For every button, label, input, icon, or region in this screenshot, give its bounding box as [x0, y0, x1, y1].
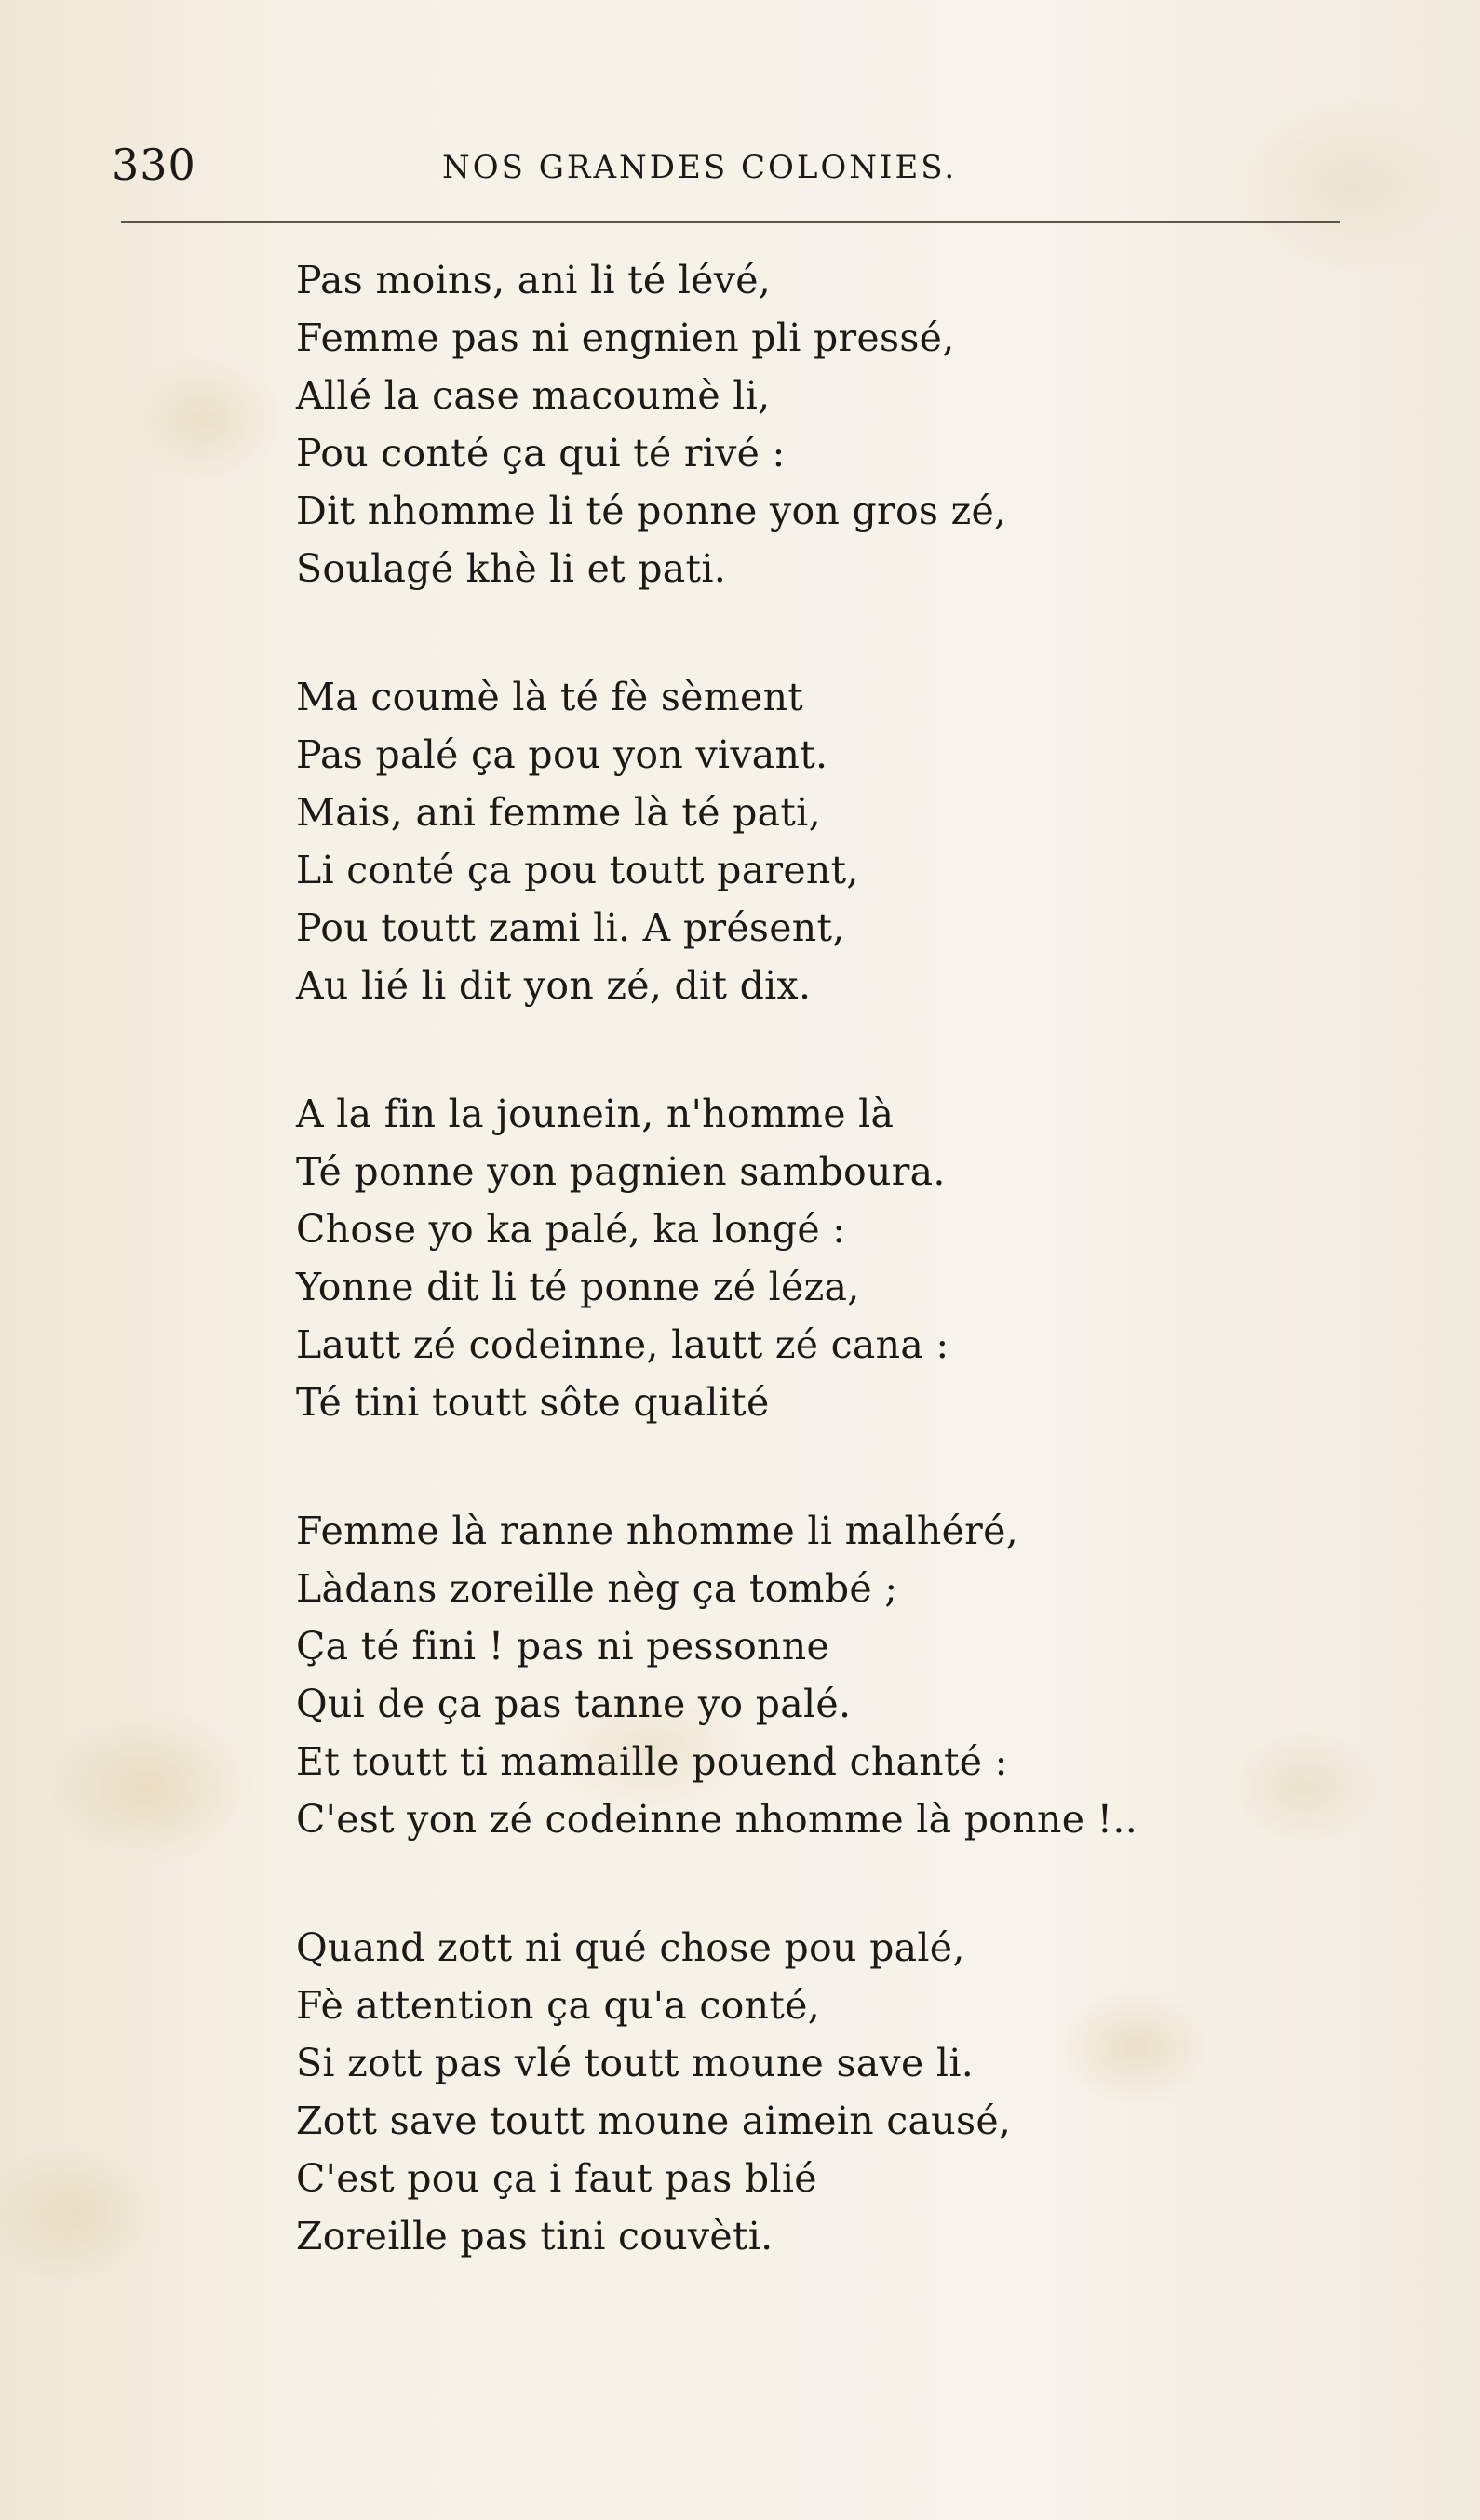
header-rule — [121, 221, 1340, 223]
poem — [296, 251, 1413, 2336]
verse-line: Et toutt ti mamaille pouend chanté : — [296, 1739, 1008, 1784]
verse-line: Zott save toutt moune aimein causé, — [296, 2098, 1012, 2143]
verse-line: Zoreille pas tini couvèti. — [296, 2214, 774, 2259]
verse-line: Té ponne yon pagnien samboura. — [296, 1149, 946, 1194]
verse-line: Dit nhomme li té ponne yon gros zé, — [296, 489, 1007, 533]
verse-line: Pas moins, ani li té lévé, — [296, 258, 772, 302]
verse-line: Mais, ani femme là té pati, — [296, 790, 821, 835]
stanza-2 — [296, 668, 1413, 1014]
running-title: NOS GRANDES COLONIES. — [442, 149, 958, 186]
verse-line: Si zott pas vlé toutt moune save li. — [296, 2041, 975, 2085]
running-head — [112, 140, 1340, 195]
stanza-3 — [296, 1085, 1413, 1431]
verse-line: Femme pas ni engnien pli pressé, — [296, 315, 955, 360]
verse-line: Pou conté ça qui té rivé : — [296, 431, 786, 476]
verse-line: Yonne dit li té ponne zé léza, — [296, 1265, 860, 1309]
verse-line: Quand zott ni qué chose pou palé, — [296, 1925, 965, 1970]
verse-line: Qui de ça pas tanne yo palé. — [296, 1682, 852, 1726]
verse-line: Li conté ça pou toutt parent, — [296, 848, 859, 892]
verse-line: Soulagé khè li et pati. — [296, 546, 727, 591]
verse-line: Fè attention ça qu'a conté, — [296, 1983, 821, 2028]
verse-line: Lautt zé codeinne, lautt zé cana : — [296, 1322, 949, 1367]
verse-line: Ma coumè là té fè sèment — [296, 675, 804, 719]
page-number: 330 — [112, 140, 196, 190]
verse-line: Chose yo ka palé, ka longé : — [296, 1207, 846, 1252]
stanza-5 — [296, 1919, 1413, 2265]
verse-line: Femme là ranne nhomme li malhéré, — [296, 1508, 1018, 1553]
verse-line: C'est pou ça i faut pas blié — [296, 2156, 817, 2201]
verse-line: A la fin la jounein, n'homme là — [296, 1092, 895, 1136]
verse-line: Pas palé ça pou yon vivant. — [296, 732, 828, 777]
verse-line: Pou toutt zami li. A présent, — [296, 905, 845, 950]
verse-line: Au lié li dit yon zé, dit dix. — [296, 963, 812, 1008]
verse-line: Ça té fini ! pas ni pessonne — [296, 1624, 830, 1669]
verse-line: C'est yon zé codeinne nhomme là ponne !.. — [296, 1797, 1138, 1842]
verse-line: Làdans zoreille nèg ça tombé ; — [296, 1566, 898, 1611]
stanza-4 — [296, 1502, 1413, 1848]
verse-line: Té tini toutt sôte qualité — [296, 1380, 770, 1425]
verse-line: Allé la case macoumè li, — [296, 373, 771, 418]
stanza-1 — [296, 251, 1413, 597]
